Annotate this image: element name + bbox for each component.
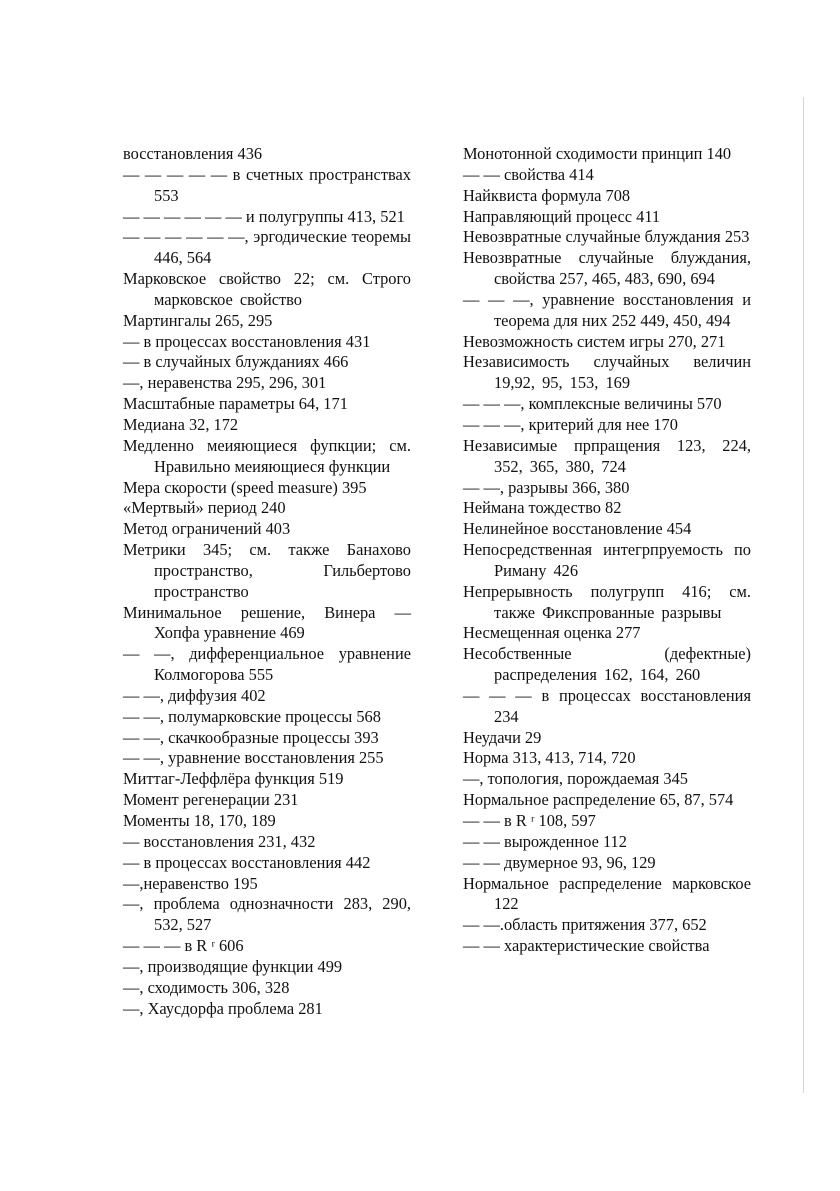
index-entry: Миттаг-Леффлёра функция 519 bbox=[123, 769, 344, 789]
index-entry: —, сходимость 306, 328 bbox=[123, 977, 290, 997]
index-entry: — — — в R ʳ 606 bbox=[123, 936, 244, 956]
index-entry: Момент регенерации 231 bbox=[123, 790, 299, 810]
index-column-right bbox=[463, 144, 751, 957]
index-entry: Неудачи 29 bbox=[463, 727, 542, 747]
index-entry: — —.область притяжения 377, 652 bbox=[463, 915, 707, 935]
index-entry: — —, разрывы 366, 380 bbox=[463, 477, 630, 497]
index-entry: —, производящие функции 499 bbox=[123, 956, 343, 976]
index-entry: Несобственные (дефектные) распределения 162, 164, 260 bbox=[463, 644, 751, 685]
index-entry: Независимость случайных величин 19,92, 95, 153, 169 bbox=[463, 352, 751, 393]
index-entry: — в процессах восстановления 431 bbox=[123, 331, 371, 351]
index-entry: Найквиста формула 708 bbox=[463, 185, 631, 205]
index-entry: — —, уравнение восстановления 255 bbox=[123, 748, 384, 768]
index-entry: восстановления 436 bbox=[123, 144, 263, 163]
index-entry: Метрики 345; см. также Банахово пространство, Гильбертово пространство bbox=[123, 540, 411, 601]
index-entry: — — —, комплексные величины 570 bbox=[463, 394, 722, 414]
index-entry: Непосредственная интегрпруемость по Риману 426 bbox=[463, 540, 751, 580]
index-entry: Невозможность систем игры 270, 271 bbox=[463, 331, 726, 351]
index-entry: —, неравенства 295, 296, 301 bbox=[123, 373, 327, 393]
index-entry: —, топология, порождаемая 345 bbox=[463, 769, 689, 789]
index-entry: Метод ограничений 403 bbox=[123, 519, 291, 539]
index-entry: — — —, критерий для нее 170 bbox=[463, 414, 678, 434]
index-entry: Независимые прпращения 123, 224, 352, 365, 380, 724 bbox=[463, 435, 751, 476]
index-entry: — восстановления 231, 432 bbox=[123, 831, 316, 851]
index-entry: Моменты 18, 170, 189 bbox=[123, 811, 276, 830]
index-entry: Мартингалы 265, 295 bbox=[123, 310, 273, 330]
index-entry: Невозвратные случайные блуждания 253 bbox=[463, 227, 750, 247]
index-entry: — в процессах восстановления 442 bbox=[123, 852, 371, 872]
index-entry: Неймана тождество 82 bbox=[463, 498, 622, 518]
index-entry: Невозвратные случайные блуждания, свойства 257, 465, 483, 690, 694 bbox=[463, 248, 751, 289]
index-entry: — —, скачкообразные процессы 393 bbox=[123, 727, 379, 747]
index-entry: Минимальное решение, Винера — Хопфа уравнение 469 bbox=[123, 602, 411, 643]
index-entry: — — характеристические свойства bbox=[463, 936, 710, 956]
index-entry: Марковское свойство 22; см. Строго марковское свойство bbox=[123, 269, 411, 309]
index-entry: — —, дифференциальное уравнение Колмогорова 555 bbox=[123, 644, 411, 685]
index-entry: — — вырожденное 112 bbox=[463, 831, 627, 851]
page-edge-rule bbox=[803, 97, 804, 1093]
index-entry: Масштабные параметры 64, 171 bbox=[123, 394, 348, 414]
index-entry: Непрерывность полугрупп 416; см. также Фикспрованные разрывы bbox=[463, 581, 751, 622]
index-entry: Медленно меияющиеся фупкции; см. Нравильно меияющиеся функции bbox=[123, 435, 411, 476]
index-entry: Несмещенная оценка 277 bbox=[463, 623, 641, 643]
index-entry: «Мертвый» период 240 bbox=[123, 498, 286, 518]
index-entry: — — свойства 414 bbox=[463, 164, 594, 184]
index-entry: Нелинейное восстановление 454 bbox=[463, 519, 692, 539]
index-entry: — — —, уравнение восстановления и теорема для них 252 449, 450, 494 bbox=[463, 289, 751, 330]
index-entry: — —, диффузия 402 bbox=[123, 685, 266, 705]
index-entry: —, проблема однозначности 283, 290, 532, 527 bbox=[123, 894, 411, 935]
index-entry: Направляющий процесс 411 bbox=[463, 206, 661, 226]
index-entry: — — — — — — и полугруппы 413, 521 bbox=[123, 206, 405, 226]
index-entry: Нормальное распределение 65, 87, 574 bbox=[463, 790, 734, 810]
index-entry: Медиана 32, 172 bbox=[123, 414, 239, 434]
index-entry: Монотонной сходимости принцип 140 bbox=[463, 144, 732, 163]
index-entry: — — — — — в счетных пространствах 553 bbox=[123, 164, 411, 205]
index-entry: — — — — — —, эргодические теоремы 446, 564 bbox=[123, 227, 411, 268]
index-entry: — —, полумарковские процессы 568 bbox=[123, 706, 381, 726]
index-entry: — в случайных блужданиях 466 bbox=[123, 352, 349, 372]
index-entry: —,неравенство 195 bbox=[123, 873, 258, 893]
index-entry: —, Хаусдорфа проблема 281 bbox=[123, 998, 323, 1018]
index-entry: — — в R ʳ 108, 597 bbox=[463, 811, 596, 830]
index-entry: Норма 313, 413, 714, 720 bbox=[463, 748, 636, 768]
index-column-left bbox=[123, 144, 411, 1019]
index-entry: Мера скорости (speed measure) 395 bbox=[123, 477, 367, 497]
index-entry: Нормальное распределение марковское 122 bbox=[463, 873, 751, 914]
index-entry: — — — в процессах восстановления 234 bbox=[463, 685, 751, 726]
index-entry: — — двумерное 93, 96, 129 bbox=[463, 852, 656, 872]
